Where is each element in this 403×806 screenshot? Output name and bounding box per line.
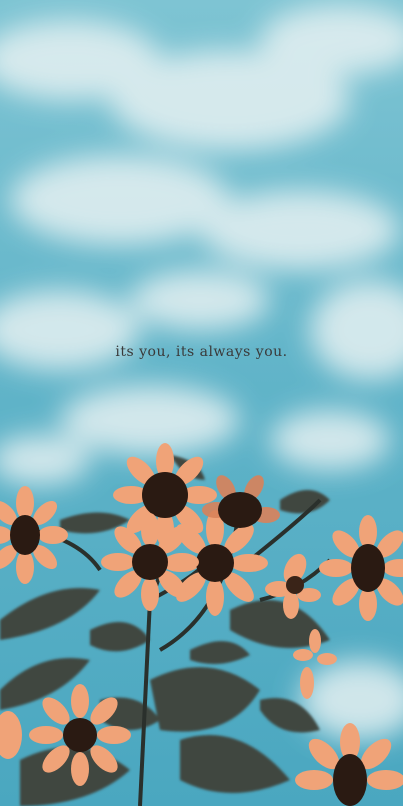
quote-text: its you, its always you. xyxy=(115,344,288,360)
sunflower-bottom-left xyxy=(29,684,131,786)
